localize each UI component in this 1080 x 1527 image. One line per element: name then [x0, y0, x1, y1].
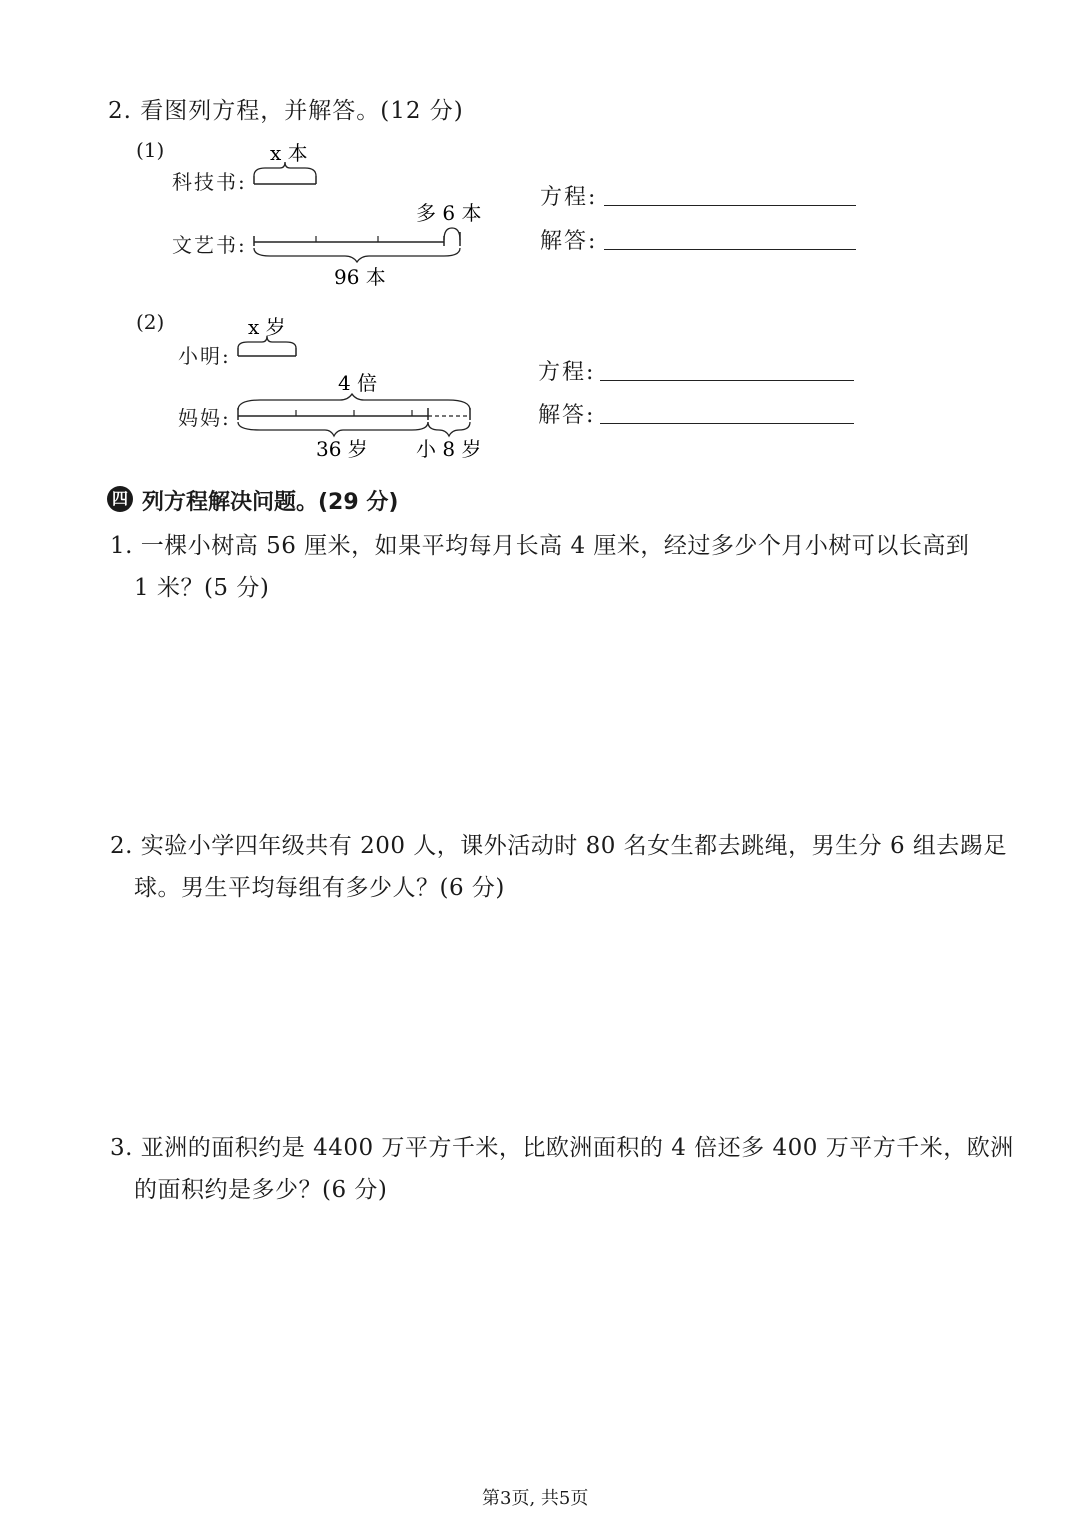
mama-total-brace: [238, 422, 428, 436]
page-footer: 第3页, 共5页: [482, 1488, 589, 1509]
problem-1-line-2: 1 米？(5 分): [134, 575, 270, 601]
section-4-title: 列方程解决问题。(29 分): [142, 490, 399, 515]
mama-top-brace: [238, 394, 470, 410]
problem-2-line-1: 2. 实验小学四年级共有 200 人，课外活动时 80 名女生都去跳绳，男生分 6 组去踢足: [110, 833, 1007, 859]
sci-books-top-label: x 本: [270, 141, 308, 165]
lit-books-total-brace: [254, 248, 460, 262]
lit-books-extra-label: 多 6 本: [416, 201, 482, 225]
sub1-answer-line[interactable]: [604, 249, 856, 250]
diagram-1: [240, 140, 500, 290]
sub2-answer-label: 解答:: [538, 403, 596, 428]
sub1-answer-label: 解答:: [540, 229, 598, 254]
problem-3-line-2: 的面积约是多少？(6 分): [134, 1177, 388, 1203]
sub-question-1-number: (1): [136, 138, 165, 162]
lit-books-label: 文艺书:: [172, 233, 247, 257]
sci-books-label: 科技书:: [172, 170, 247, 194]
sub2-equation-line[interactable]: [600, 380, 854, 381]
xiaoming-label: 小明:: [178, 344, 231, 368]
mama-less-label: 小 8 岁: [416, 437, 482, 461]
lit-books-bar: [254, 232, 460, 246]
xiaoming-bar: [238, 348, 296, 356]
problem-2-line-2: 球。男生平均每组有多少人？(6 分): [134, 875, 505, 901]
diagram-2: [230, 310, 500, 465]
sub1-equation-line[interactable]: [604, 205, 856, 206]
sub2-answer-line[interactable]: [600, 423, 854, 424]
lit-books-total-label: 96 本: [334, 265, 386, 289]
sci-books-bar: [254, 176, 316, 184]
mama-top-label: 4 倍: [338, 371, 378, 395]
problem-3-line-1: 3. 亚洲的面积约是 4400 万平方千米，比欧洲面积的 4 倍还多 400 万平方千米，欧洲: [110, 1135, 1014, 1161]
xiaoming-top-label: x 岁: [248, 315, 286, 339]
mama-less-brace: [428, 422, 470, 436]
mama-bar: [238, 408, 470, 420]
mama-total-label: 36 岁: [316, 437, 368, 461]
sub1-equation-label: 方程:: [540, 185, 598, 210]
question-2-title: 2. 看图列方程，并解答。(12 分): [108, 98, 464, 124]
mama-label: 妈妈:: [178, 406, 231, 430]
section-4-badge: 四: [107, 486, 133, 512]
lit-books-extra-brace: [444, 228, 460, 240]
sub-question-2-number: (2): [136, 310, 165, 334]
sub2-equation-label: 方程:: [538, 360, 596, 385]
problem-1-line-1: 1. 一棵小树高 56 厘米，如果平均每月长高 4 厘米，经过多少个月小树可以长高到: [110, 533, 970, 559]
